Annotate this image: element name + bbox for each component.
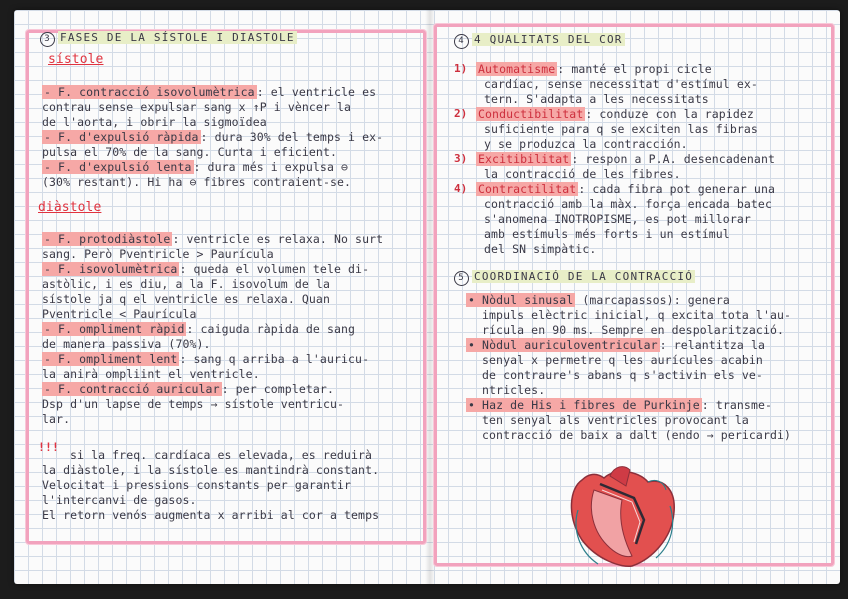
heading-number: 4 [454, 34, 469, 49]
coordination-line: contracció de baix a dalt (endo → pericardi) [482, 428, 792, 442]
quality-line [476, 62, 712, 77]
quality-line [476, 152, 775, 167]
systole-phase-line [42, 85, 376, 100]
quality-term: Excitibilitat [478, 152, 570, 166]
systole-phase-description: : el ventricle es [256, 85, 377, 99]
diastole-phase-term: - F. ompliment lent [44, 352, 178, 366]
diastole-phase-description: : sang q arriba a l'auricu- [179, 352, 370, 366]
note-line: la diàstole, i la sístole es mantindrà constant. [42, 463, 380, 477]
diastole-phase-line [42, 262, 369, 277]
coordination-line: ten senyal als ventricles provocant la [482, 413, 749, 427]
coordination-term: • Haz de His i fibres de Purkinje [468, 398, 700, 412]
quality-line: suficiente para q se exciten las fibras [484, 122, 758, 136]
coordination-line [466, 293, 730, 308]
coordination-term: • Nòdul sinusal [468, 293, 574, 307]
diastole-phase-line: Pventricle < Paurícula [42, 307, 197, 321]
diastole-phase-line [42, 352, 369, 367]
systole-phase-line: (30% restant). Hi ha ⊖ fibres contraient-se. [42, 175, 352, 189]
systole-phase-line: contrau sense expulsar sang x ↑P i vèncer la [42, 100, 352, 114]
note-line: El retorn venós augmenta x arribi al cor a temps [42, 508, 380, 522]
quality-description: : respon a P.A. desencadenant [571, 152, 775, 166]
diastole-phase-line: sang. Però Pventricle > Paurícula [42, 247, 274, 261]
diastole-phase-line: astòlic, i es diu, a la F. isovolum de la [42, 277, 330, 291]
quality-line: contracció amb la màx. força encada batec [484, 197, 772, 211]
diastole-label: diàstole [38, 200, 102, 215]
quality-description: : cada fibra pot generar una [578, 182, 776, 196]
coordination-line [466, 398, 772, 413]
right-heading [454, 32, 625, 49]
coordination-description: (marcapassos): genera [575, 293, 730, 307]
quality-line [476, 107, 754, 122]
heading-number: 3 [40, 32, 55, 47]
quality-line: cardíac, sense necessitat d'estímul ex- [484, 77, 758, 91]
left-heading-text: FASES DE LA SÍSTOLE I DIASTOLE [60, 31, 295, 44]
coordination-line: senyal x permetre q les aurícules acabin [482, 353, 763, 367]
coordination-line: de contraure's abans q s'activin els ve- [482, 368, 763, 382]
diastole-phase-line: de manera passiva (70%). [42, 337, 211, 351]
diastole-phase-line [42, 382, 334, 397]
diastole-phase-description: : ventricle es relaxa. No surt [172, 232, 384, 246]
systole-label: sístole [48, 52, 104, 67]
coordination-heading [454, 269, 695, 286]
warning-mark: !!! [38, 440, 60, 454]
quality-line: amb estímuls més forts i un estímul [484, 227, 730, 241]
diastole-phase-description: : caiguda ràpida de sang [186, 322, 356, 336]
diastole-phase-line [42, 322, 355, 337]
quality-line [476, 182, 775, 197]
diastole-phase-description: : queda el volumen tele di- [179, 262, 370, 276]
heading-number: 5 [454, 271, 469, 286]
quality-term: Automatisme [478, 62, 556, 76]
diastole-phase-term: - F. ompliment ràpid [44, 322, 185, 336]
diastole-phase-line: lar. [42, 412, 71, 426]
quality-term: Contractilitat [478, 182, 577, 196]
diastole-phase-description: : per completar. [221, 382, 334, 396]
systole-phase-line: de l'aorta, i obrir la sigmoïdea [42, 115, 267, 129]
diastole-phase-line: sístole ja q el ventricle es relaxa. Quan [42, 292, 330, 306]
coordination-line: impuls elèctric inicial, q excita tota l'au- [482, 308, 792, 322]
right-heading-text: 4 QUALITATS DEL COR [474, 33, 623, 46]
left-heading [40, 30, 297, 47]
quality-line: y se produzca la contracción. [484, 137, 688, 151]
quality-line: la contracció de les fibres. [484, 167, 681, 181]
quality-description: : conduze con la rapidez [585, 107, 754, 121]
systole-phase-line: pulsa el 70% de la sang. Curta i eficient. [42, 145, 337, 159]
diastole-phase-term: - F. contracció auricular [44, 382, 220, 396]
quality-number: 2) [454, 107, 468, 120]
quality-term: Conductibilitat [478, 107, 584, 121]
quality-number: 1) [454, 62, 468, 75]
diastole-phase-line: Dsp d'un lapse de temps → sístole ventricu- [42, 397, 345, 411]
notebook-page [14, 10, 840, 584]
quality-number: 4) [454, 182, 468, 195]
heart-drawing [552, 460, 692, 570]
coordination-description: : transme- [701, 398, 773, 412]
systole-phase-description: : dura 30% del temps i ex- [200, 130, 384, 144]
systole-phase-term: - F. d'expulsió lenta [44, 160, 192, 174]
diastole-phase-line [42, 232, 383, 247]
systole-phase-line [42, 130, 383, 145]
note-line: si la freq. cardíaca es elevada, es reduirà [70, 448, 373, 462]
coordination-line: ntricles. [482, 383, 546, 397]
quality-number: 3) [454, 152, 468, 165]
coordination-heading-text: COORDINACIÓ DE LA CONTRACCIÓ [474, 270, 694, 283]
diastole-phase-term: - F. protodiàstole [44, 232, 171, 246]
note-line: l'intercanvi de gasos. [42, 493, 197, 507]
quality-line: tern. S'adapta a les necessitats [484, 92, 709, 106]
coordination-term: • Nòdul auriculoventricular [468, 338, 658, 352]
coordination-line: rícula en 90 ms. Sempre en despolarització. [482, 323, 785, 337]
systole-phase-term: - F. d'expulsió ràpida [44, 130, 199, 144]
coordination-line [466, 338, 765, 353]
diastole-phase-term: - F. isovolumètrica [44, 262, 178, 276]
coordination-description: : relantitza la [659, 338, 765, 352]
quality-description: : manté el propi cicle [557, 62, 712, 76]
quality-line: del SN simpàtic. [484, 242, 597, 256]
systole-phase-line [42, 160, 348, 175]
quality-line: s'anomena INOTROPISME, es pot millorar [484, 212, 751, 226]
systole-phase-term: - F. contracció isovolumètrica [44, 85, 255, 99]
note-line: Velocitat i pressions constants per garantir [42, 478, 352, 492]
diastole-phase-line: la anirà ompliint el ventricle. [42, 367, 260, 381]
systole-phase-description: : dura més i expulsa ⊖ [193, 160, 349, 174]
